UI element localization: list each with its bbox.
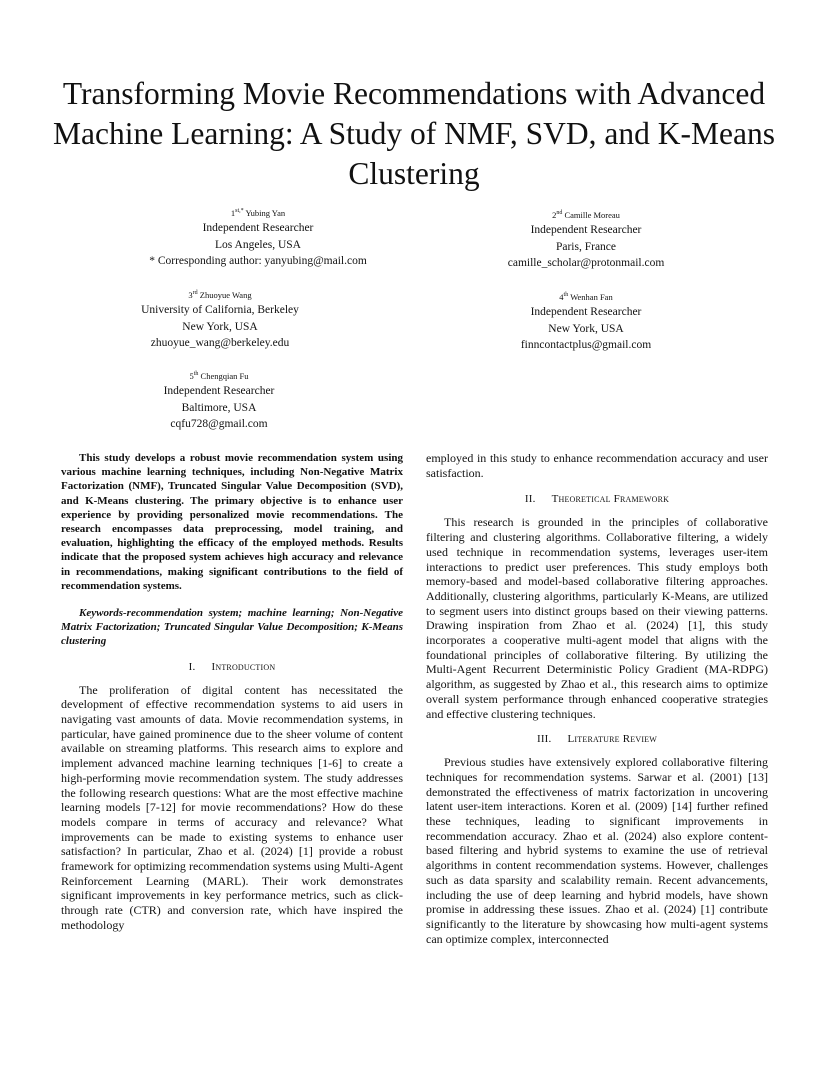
section-heading xyxy=(61,660,403,674)
author-name-line xyxy=(90,288,350,302)
author-contact: zhuoyue_wang@berkeley.edu xyxy=(150,337,290,350)
author-block xyxy=(456,290,716,354)
author-contact: * Corresponding author: yanyubing@mail.com xyxy=(149,255,367,268)
author-affiliation: Independent Researcher xyxy=(202,222,314,234)
author-ordinal: 5 xyxy=(189,371,194,381)
author-block xyxy=(90,288,350,352)
section-number: III. xyxy=(536,733,552,746)
author-contact: finncontactplus@gmail.com xyxy=(520,339,652,352)
author-location: New York, USA xyxy=(182,320,258,333)
author-affiliation: University of California, Berkeley xyxy=(141,304,299,316)
author-ordinal-suffix: st,* xyxy=(235,208,244,215)
paragraph: employed in this study to enhance recommendation accuracy and user satisfaction. xyxy=(426,451,768,480)
author-ordinal: 3 xyxy=(188,290,193,300)
abstract: This study develops a robust movie recommendation system using various machine learning techniques, including Non-Negative Matrix Factorization (NMF), Truncated Singular Value Decomposition (SVD), and K-Means clustering. The primary objective is to enhance user experience by providing personalized movie recommendations. The research encompasses data preprocessing, model training, and evaluation, highlighting the efficacy of the employed methods. Results indicate that the proposed system achieves high accuracy and relevance in recommendations, making significant contributions to the field of recommendation systems. xyxy=(61,452,403,592)
author-name-line xyxy=(89,369,349,383)
author-ordinal-suffix: rd xyxy=(192,290,198,297)
author-location: Los Angeles, USA xyxy=(215,238,301,251)
author-ordinal: 1 xyxy=(230,208,236,218)
keywords: Keywords-recommendation system; machine learning; Non-Negative Matrix Factorization; Truncated Singular Value Decomposition; K-Means clustering xyxy=(61,607,403,648)
author-ordinal-suffix: th xyxy=(193,371,199,378)
right-column xyxy=(426,451,768,946)
author-affiliation: Independent Researcher xyxy=(163,385,275,397)
section-heading xyxy=(426,492,768,506)
paper-title: Transforming Movie Recommendations with Advanced Machine Learning: A Study of NMF, SVD, and K-Means Clustering xyxy=(53,76,775,191)
author-location: New York, USA xyxy=(548,322,624,335)
author-block xyxy=(89,369,349,433)
author-block xyxy=(128,206,388,270)
section-title: Theoretical Framework xyxy=(551,493,670,506)
author-ordinal-suffix: nd xyxy=(556,210,563,217)
section-title: Introduction xyxy=(211,660,276,673)
author-affiliation: Independent Researcher xyxy=(530,224,642,236)
author-ordinal-suffix: th xyxy=(563,292,569,299)
author-block xyxy=(456,208,716,272)
author-name: Zhuoyue Wang xyxy=(199,290,252,300)
section-title: Literature Review xyxy=(567,733,658,746)
section-number: II. xyxy=(524,493,536,506)
author-contact: cqfu728@gmail.com xyxy=(170,418,268,431)
author-name-line xyxy=(456,290,716,304)
author-name: Wenhan Fan xyxy=(570,292,613,302)
section-number: I. xyxy=(188,660,196,673)
author-ordinal: 2 xyxy=(552,210,557,220)
paragraph: Previous studies have extensively explored collaborative filtering techniques for recommendation systems. Sarwar et al. (2001) [13] demonstrated the effectiveness of matrix factorization in uncovering latent user-item interactions. Koren et al. (2009) [14] further refined these techniques, leading to significant improvements in recommendation accuracy. Zhao et al. (2024) also explore content-based filtering and hybrid systems to examine the use of retrieval algorithms in content recommendation systems. However, challenges such as data sparsity and scalability remain. Recent advancements, including the use of deep learning and hybrid models, have shown promise in addressing these issues. Zhao et al. (2024) [1] contribute significantly to the literature by showcasing how multi-agent systems can optimize complex, interconnected xyxy=(426,755,768,946)
author-name: Chengqian Fu xyxy=(200,371,249,381)
paragraph: The proliferation of digital content has necessitated the development of effective recommendation systems to aid users in navigating vast amounts of data. Movie recommendation systems, in particular, have gained prominence due to the sheer volume of content available on streaming platforms. This research aims to explore and implement advanced machine learning techniques [1-6] to create a high-performing movie recommendation system. The study addresses the following research questions: What are the most effective machine learning models [7-12] for movie recommendations? How do these models compare in terms of accuracy and relevance? What improvements can be made to existing systems to enhance user satisfaction? In particular, Zhao et al. (2024) [1] provide a robust framework for optimizing recommendation systems using Multi-Agent Reinforcement Learning (MARL). Their work demonstrates significant improvements in key performance metrics, such as click-through rate (CTR) and conversion rate, which have inspired the methodology xyxy=(61,682,403,932)
author-location: Baltimore, USA xyxy=(181,401,257,414)
author-name: Camille Moreau xyxy=(564,210,620,220)
author-name-line xyxy=(128,206,388,220)
paragraph: This research is grounded in the principles of collaborative filtering and clustering algorithms. Collaborative filtering, a widely used technique in recommendation systems, leverages user-item interactions to predict user preferences. This study employs both memory-based and model-based collaborative filtering approaches. Additionally, clustering algorithms, particularly K-Means, are utilized to segment users into distinct groups based on their viewing patterns. Drawing inspiration from Zhao et al. (2024) [1], this study incorporates a cooperative multi-agent model that aligns with the foundational principles of collaborative filtering. By utilizing the Multi-Agent Recurrent Deterministic Policy Gradient (MA-RDPG) algorithm, as suggested by Zhao et al., this research aims to optimize overall system performance through enhanced cooperative strategies and effective clustering techniques. xyxy=(426,515,768,721)
author-location: Paris, France xyxy=(555,240,617,253)
section-heading xyxy=(426,732,768,746)
left-column xyxy=(61,451,403,933)
author-name-line xyxy=(456,208,716,222)
author-name: Yubing Yan xyxy=(245,208,286,218)
author-ordinal: 4 xyxy=(559,292,564,302)
author-contact: camille_scholar@protonmail.com xyxy=(507,257,665,270)
author-affiliation: Independent Researcher xyxy=(530,306,642,318)
